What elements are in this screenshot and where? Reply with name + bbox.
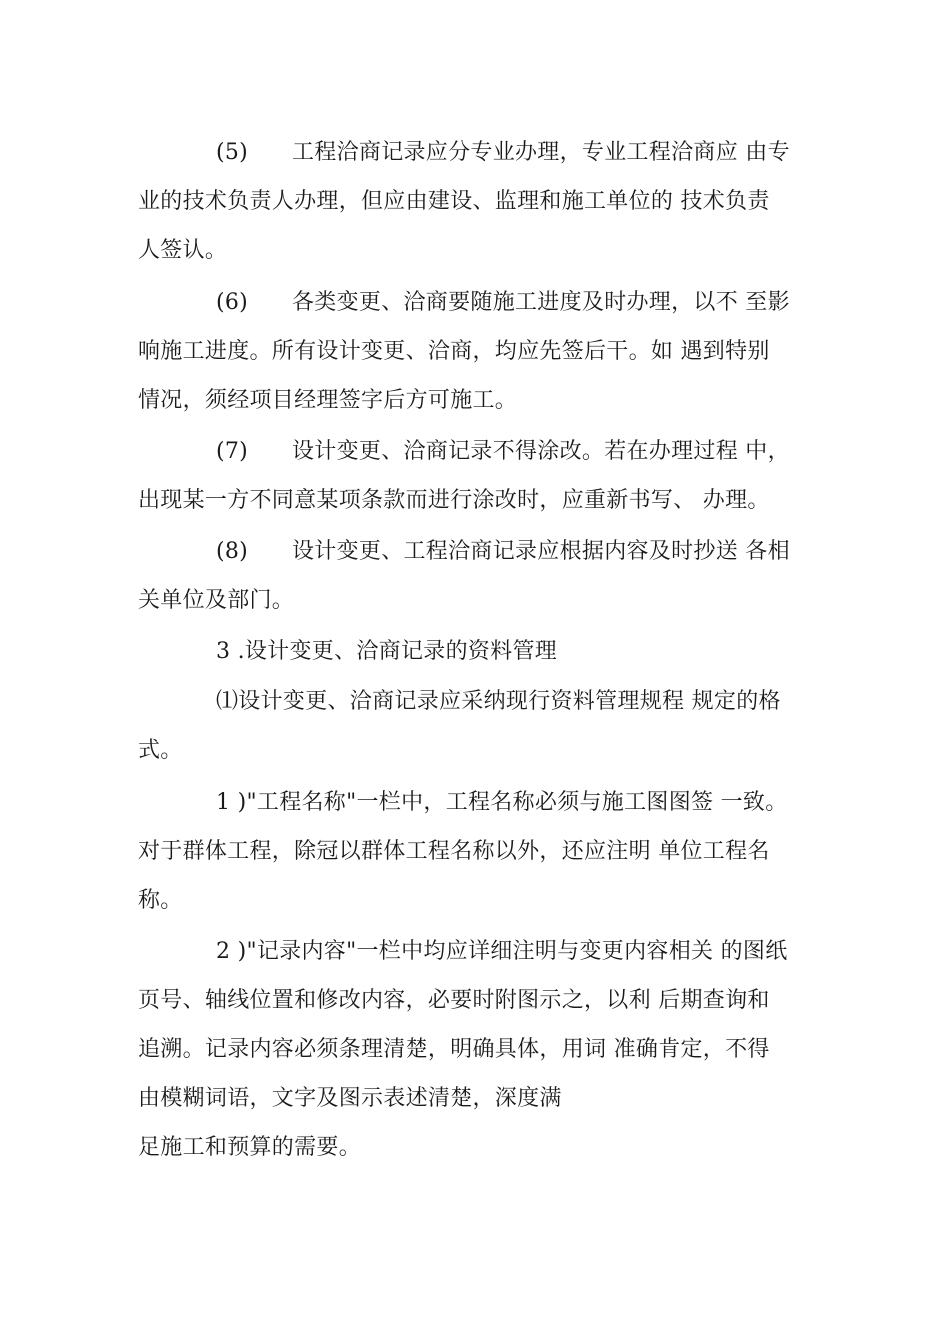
paragraph-text: 工程洽商记录应分专业办理，专业工程洽商应 由专 — [292, 140, 790, 165]
paragraph-6-line-3: 情况，须经项目经理签字后方可施工。 — [138, 388, 518, 413]
paragraph-8-line-2: 关单位及部门。 — [138, 588, 295, 613]
paragraph-item-2-line-4: 由模糊词语，文字及图示表述清楚，深度满 — [138, 1086, 562, 1111]
paragraph-5-line-1 — [216, 138, 838, 168]
paragraph-sub-1-line-1: ⑴设计变更、洽商记录应采纳现行资料管理规程 规定的格 — [216, 689, 781, 714]
paragraph-marker: (6) — [216, 290, 249, 315]
paragraph-item-1-line-2: 对于群体工程，除冠以群体工程名称以外，还应注明 单位工程名 — [138, 839, 770, 864]
paragraph-marker: (5) — [216, 140, 249, 165]
paragraph-item-2-line-5: 足施工和预算的需要。 — [138, 1135, 362, 1160]
paragraph-5-line-3: 人签认。 — [138, 238, 228, 263]
paragraph-5-line-2: 业的技术负责人办理，但应由建设、监理和施工单位的 技术负责 — [138, 189, 770, 214]
paragraph-6-line-1 — [216, 288, 838, 318]
section-heading: 3 .设计变更、洽商记录的资料管理 — [216, 639, 558, 664]
paragraph-8-line-1 — [216, 537, 838, 567]
paragraph-item-1-line-3: 称。 — [138, 888, 183, 913]
paragraph-text: 设计变更、洽商记录不得涂改。若在办理过程 中， — [292, 439, 790, 464]
paragraph-item-2-line-3: 追溯。记录内容必须条理清楚，明确具体，用词 准确肯定，不得 — [138, 1037, 770, 1062]
paragraph-text: 各类变更、洽商要随施工进度及时办理，以不 至影 — [292, 290, 790, 315]
paragraph-7-line-2: 出现某一方不同意某项条款而进行涂改时，应重新书写、 办理。 — [138, 488, 770, 513]
paragraph-item-1-line-1: 1 )"工程名称"一栏中，工程名称必须与施工图图签 一致。 — [216, 790, 788, 815]
paragraph-item-2-line-1: 2 )"记录内容"一栏中均应详细注明与变更内容相关 的图纸 — [216, 939, 788, 964]
paragraph-6-line-2: 响施工进度。所有设计变更、洽商，均应先签后干。如 遇到特别 — [138, 339, 770, 364]
paragraph-sub-1-line-2: 式。 — [138, 738, 183, 763]
paragraph-item-2-line-2: 页号、轴线位置和修改内容，必要时附图示之，以利 后期查询和 — [138, 988, 770, 1013]
paragraph-text: 设计变更、工程洽商记录应根据内容及时抄送 各相 — [292, 539, 790, 564]
paragraph-marker: (7) — [216, 439, 249, 464]
paragraph-7-line-1 — [216, 437, 838, 467]
paragraph-marker: (8) — [216, 539, 249, 564]
